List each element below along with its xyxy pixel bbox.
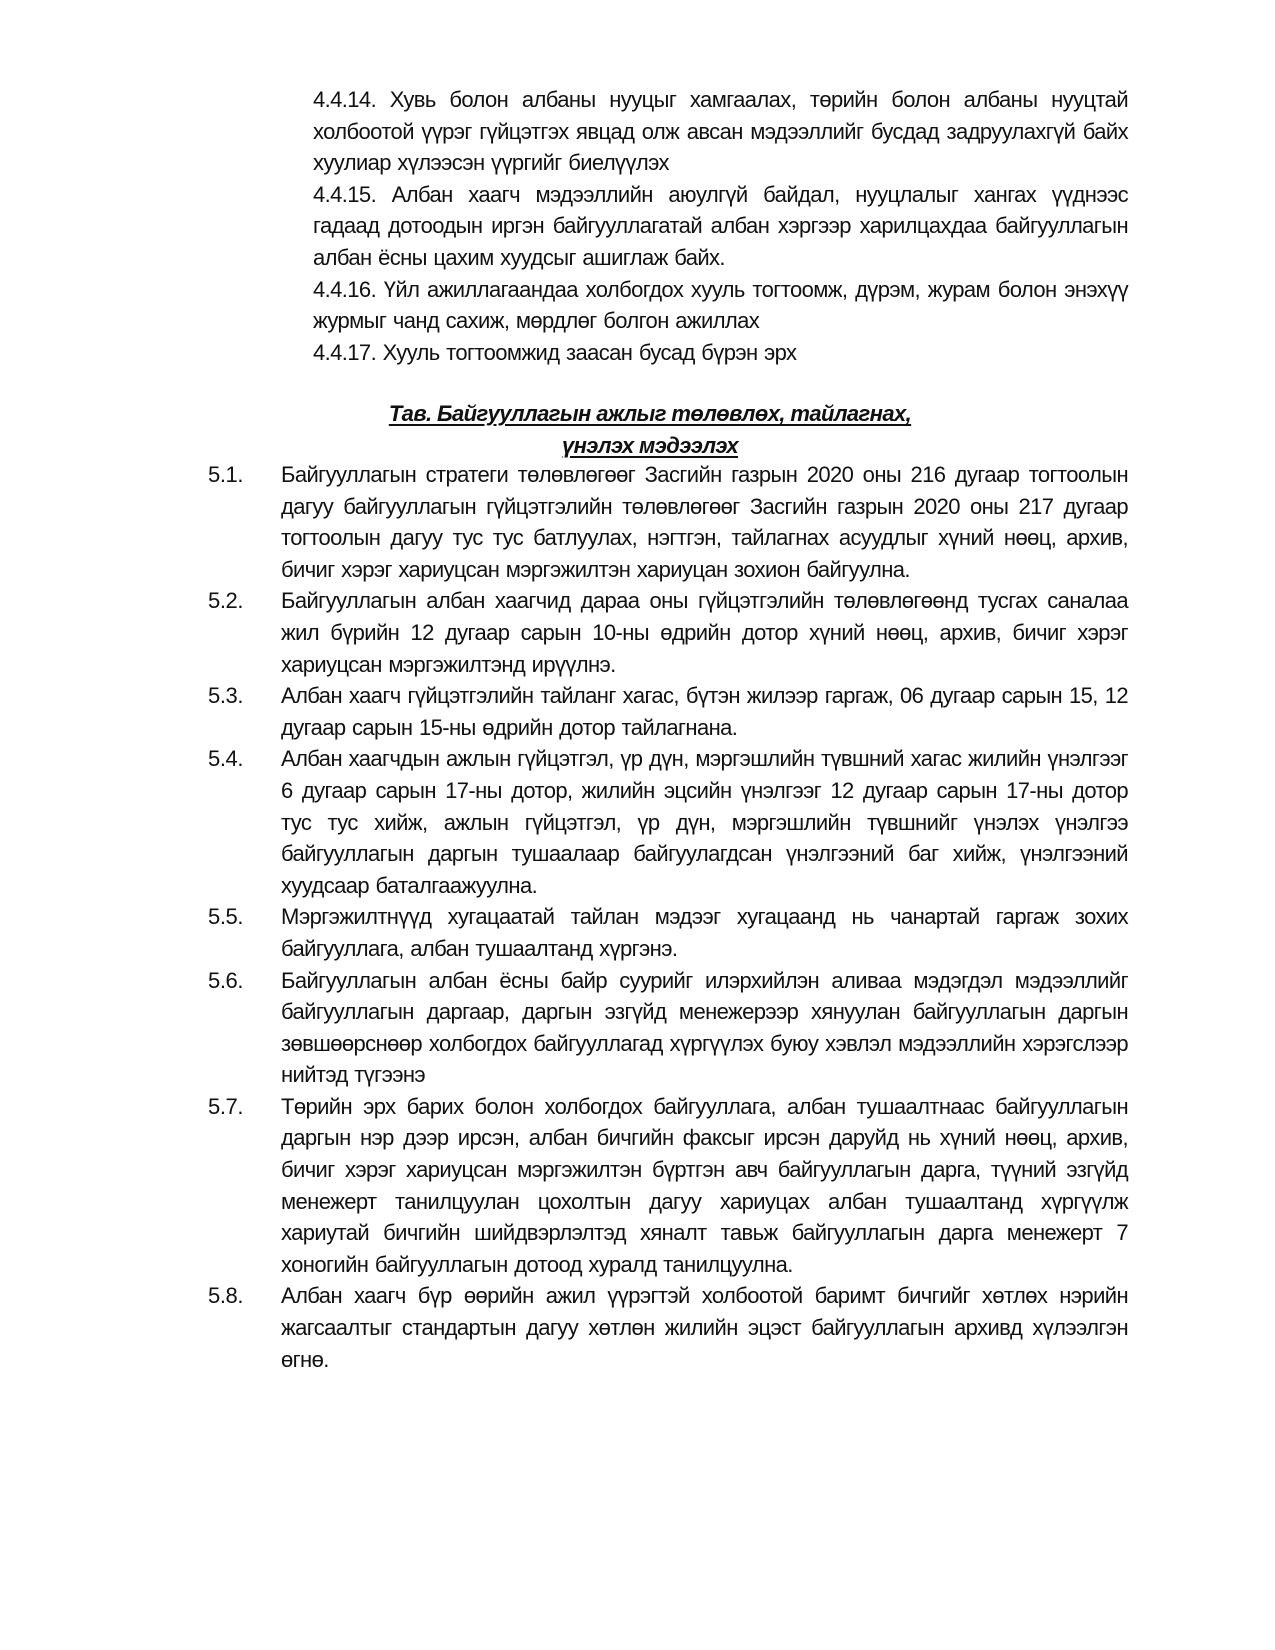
clause-text: Албан хаагч гүйцэтгэлийн тайланг хагас, бүтэн жилээр гаргаж, 06 дугаар сарын 15, 12 дугаар сарын 15-ны өдрийн дотор тайлагнана. xyxy=(281,683,1128,740)
clause-5-1 xyxy=(208,459,1128,585)
clause-text: Үйл ажиллагаандаа холбогдох хууль тогтоомж, дүрэм, журам болон энэхүү журмыг чанд сахиж, мөрдлөг болгон ажиллах xyxy=(313,276,1128,334)
clause-5-6 xyxy=(208,965,1128,1091)
clause-text: Албан хаагч бүр өөрийн ажил үүрэгтэй холбоотой баримт бичгийг хөтлөх нэрийн жагсаалтыг стандартын дагуу хөтлөн жилийн эцэст байгууллагын архивд хүлээлгэн өгнө. xyxy=(281,1283,1128,1372)
section5-heading-line1: Тав. Байгууллагын ажлыг төлөвлөх, тайлагнах, xyxy=(388,401,912,426)
clause-number: 5.4. xyxy=(208,746,244,772)
clause-text: Хувь болон албаны нууцыг хамгаалах, төрийн болон албаны нууцтай холбоотой үүрэг гүйцэтгэх явцад олж авсан мэдээллийг бусдад задруулахгүй байх хуулиар хүлээсэн үүргийг биелүүлэх xyxy=(313,87,1129,176)
clause-text: Байгууллагын албан ёсны байр суурийг илэрхийлэн аливаа мэдэгдэл мэдээллийг байгууллагын даргаар, даргын эзгүйд менежерээр хянуулан байгууллагын даргын зөвшөөрснөөр холбогдох байгууллагад хүргүүлэх буюу хэвлэл мэдээллийн хэрэгслээр нийтэд түгээнэ xyxy=(281,967,1128,1088)
clause-number: 5.8. xyxy=(208,1283,244,1309)
clause-number: 4.4.14. xyxy=(313,87,377,112)
section4-subitems xyxy=(313,84,1128,368)
clause-number: 5.1. xyxy=(208,462,244,487)
clause-4-4-14 xyxy=(313,84,1128,179)
clause-text: Байгууллагын албан хаагчид дараа оны гүйцэтгэлийн төлөвлөгөөнд тусгах саналаа жил бүрийн 12 дугаар сарын 10-ны өдрийн дотор хүний нөөц, архив, бичиг хэрэг хариуцсан мэргэжилтэнд ирүүлнэ. xyxy=(281,588,1128,677)
clause-4-4-15 xyxy=(313,179,1128,274)
clause-5-7 xyxy=(208,1091,1128,1281)
clause-text: Төрийн эрх барих болон холбогдох байгууллага, албан тушаалтнаас байгууллагын даргын нэр дээр ирсэн, албан бичгийн факсыг ирсэн даруйд нь хүний нөөц, архив, бичиг хэрэг хариуцсан мэргэжилтэн бүртгэн авч байгууллагын дарга, түүний эзгүйд менежерт танилцуулан цохолтын дагуу хариуцах албан тушаалтанд хүргүүлж хариутай бичгийн шийдвэрлэлтэд хяналт тавьж байгууллагын дарга менежерт 7 хоногийн байгууллагын дотоод хуралд танилцуулна. xyxy=(281,1093,1128,1277)
clause-number: 5.5. xyxy=(208,904,244,930)
clause-5-5 xyxy=(208,901,1128,964)
clause-number: 4.4.16. xyxy=(313,276,377,302)
clause-number: 4.4.15. xyxy=(313,181,377,207)
section5-heading-line2: үнэлэх мэдээлэх xyxy=(561,432,739,458)
clause-5-3 xyxy=(208,680,1128,743)
clause-4-4-16 xyxy=(313,274,1128,337)
clause-text: Хууль тогтоомжид заасан бусад бүрэн эрх xyxy=(382,339,797,365)
section5-heading xyxy=(330,398,970,461)
clause-number: 5.6. xyxy=(208,967,244,993)
clause-number: 5.2. xyxy=(208,588,244,614)
clause-text: Албан хаагчдын ажлын гүйцэтгэл, үр дүн, мэргэшлийн түвшний хагас жилийн үнэлгээг 6 дугаар сарын 17-ны дотор, жилийн эцсийн үнэлгээг 12 дугаар сарын 17-ны дотор тус тус хийж, ажлын гүйцэтгэл, үр дүн, мэргэшлийн түвшнийг үнэлэх үнэлгээ байгууллагын даргын тушаалаар байгуулагдсан үнэлгээний баг хийж, үнэлгээний хуудсаар баталгаажуулна. xyxy=(281,746,1128,898)
clause-number: 5.3. xyxy=(208,683,244,709)
clause-4-4-17 xyxy=(313,337,1128,369)
clause-text: Мэргэжилтнүүд хугацаатай тайлан мэдээг хугацаанд нь чанартай гаргаж зохих байгууллага, албан тушаалтанд хүргэнэ. xyxy=(281,904,1128,961)
clause-5-8 xyxy=(208,1280,1128,1375)
clause-5-4 xyxy=(208,743,1128,901)
clause-number: 4.4.17. xyxy=(313,339,377,365)
clause-text: Албан хаагч мэдээллийн аюулгүй байдал, нууцлалыг хангах үүднээс гадаад дотоодын иргэн байгууллагатай албан хэргээр харилцахдаа байгууллагын албан ёсны цахим хуудсыг ашиглаж байх. xyxy=(313,181,1128,270)
clause-5-2 xyxy=(208,585,1128,680)
clause-number: 5.7. xyxy=(208,1093,244,1119)
section5-items xyxy=(208,459,1128,1375)
clause-text: Байгууллагын стратеги төлөвлөгөөг Засгийн газрын 2020 оны 216 дугаар тогтоолын дагуу байгууллагын гүйцэтгэлийн төлөвлөгөөг Засгийн газрын 2020 оны 217 дугаар тогтоолын дагуу тус тус батлуулах, нэгтгэн, тайлагнах асуудлыг хүний нөөц, архив, бичиг хэрэг хариуцсан мэргэжилтэн хариуцан зохион байгуулна. xyxy=(281,462,1128,582)
